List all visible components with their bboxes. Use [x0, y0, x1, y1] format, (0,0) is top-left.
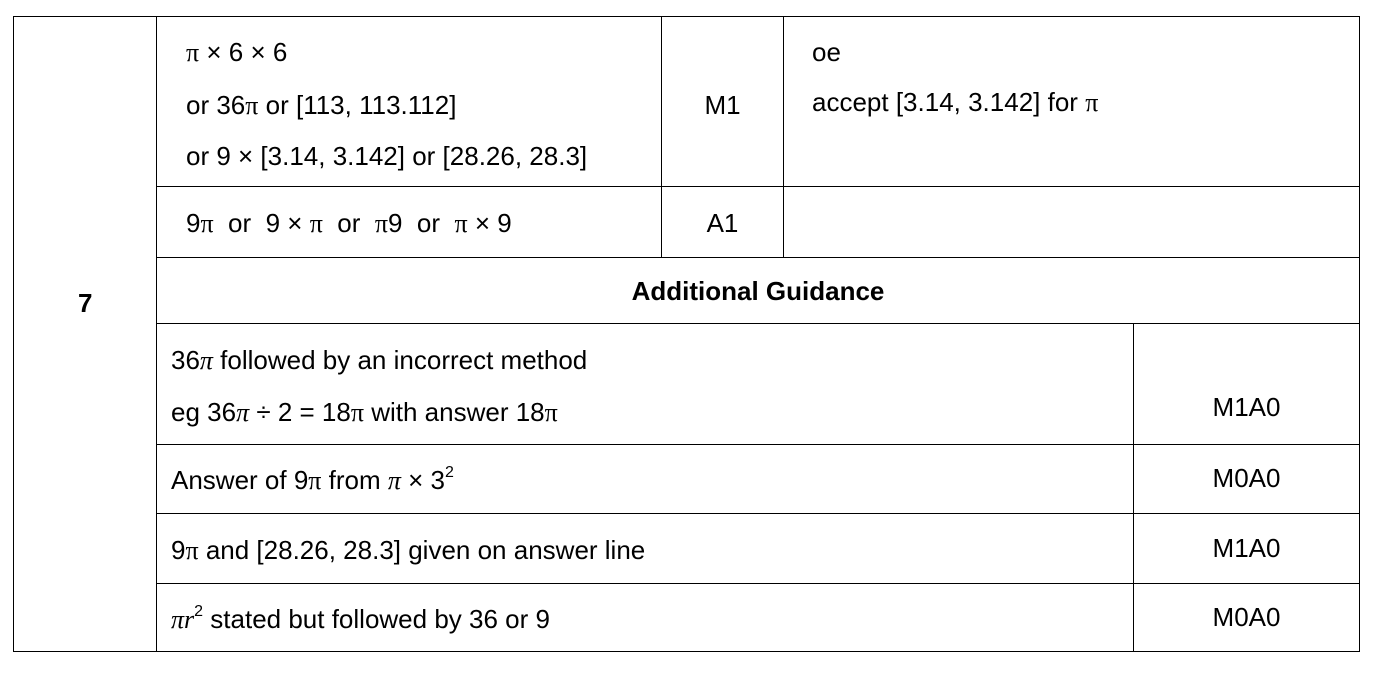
guidance-line: 36π followed by an incorrect method — [171, 345, 588, 375]
answer-line: or 36π or [113, 113.112] — [186, 90, 457, 120]
mark-scheme-table — [13, 16, 1360, 652]
divider — [783, 17, 784, 257]
answer-line: 9π or 9 × π or π9 or π × 9 — [186, 208, 512, 238]
divider — [156, 513, 1359, 514]
guidance-line: eg 36π ÷ 2 = 18π with answer 18π — [171, 397, 558, 427]
comment-line: oe — [812, 37, 841, 67]
divider — [156, 17, 157, 651]
answer-line: π × 6 × 6 — [186, 37, 288, 67]
guidance-heading: Additional Guidance — [631, 276, 885, 306]
guidance-line: $\pi r^2$ stated but followed by 36 or 9 — [171, 603, 550, 634]
divider — [156, 444, 1359, 445]
guidance-line: Answer of 9π from $\pi \times 3^2$ — [171, 464, 454, 495]
question-number: 7 — [78, 288, 93, 318]
mark-value: M1 — [704, 90, 741, 120]
guidance-mark: M1A0 — [1212, 533, 1281, 563]
guidance-mark: M0A0 — [1212, 602, 1281, 632]
guidance-line: 9π and [28.26, 28.3] given on answer line — [171, 535, 646, 565]
pi-symbol: π — [186, 38, 200, 67]
divider — [156, 186, 1359, 187]
comment-line: accept [3.14, 3.142] for π — [812, 87, 1099, 117]
guidance-mark: M1A0 — [1212, 392, 1281, 422]
divider — [156, 583, 1359, 584]
guidance-mark: M0A0 — [1212, 463, 1281, 493]
divider — [156, 257, 1359, 258]
divider — [156, 323, 1359, 324]
mark-value: A1 — [706, 208, 739, 238]
answer-line: or 9 × [3.14, 3.142] or [28.26, 28.3] — [186, 141, 588, 171]
